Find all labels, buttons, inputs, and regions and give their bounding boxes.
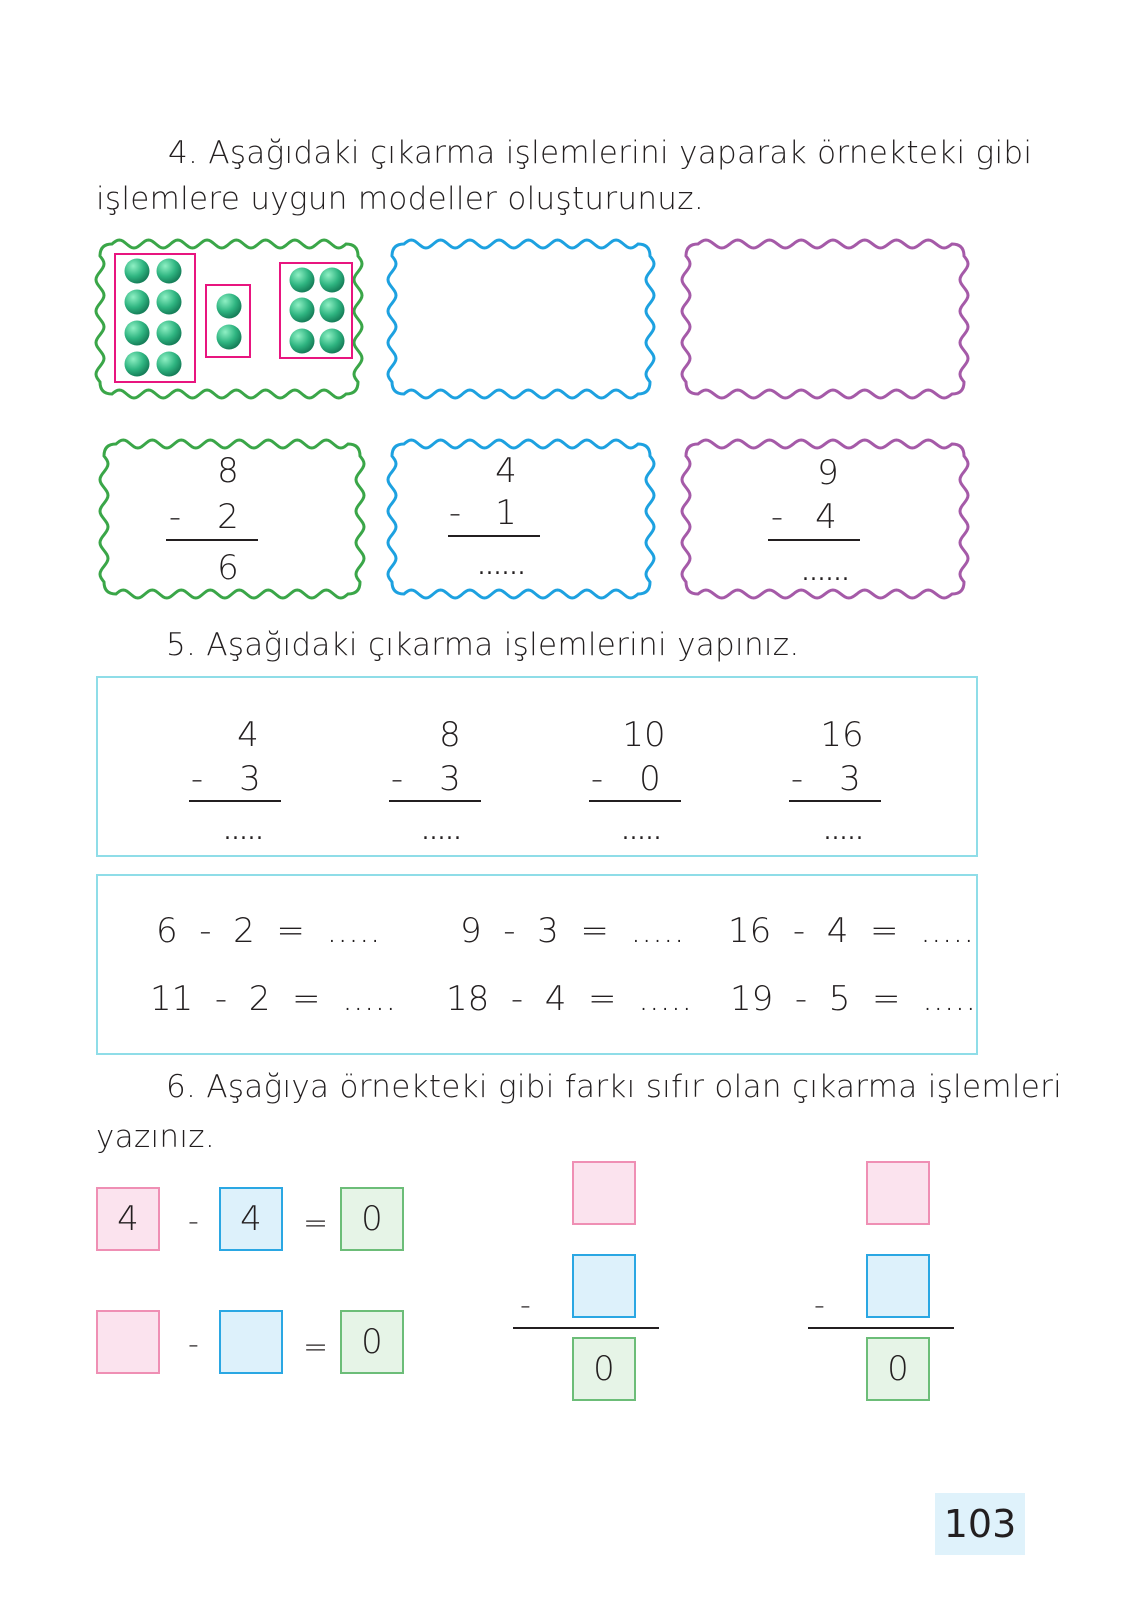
v2-minus: - [390, 759, 404, 799]
bead [320, 329, 345, 354]
op3-result[interactable]: ...... [802, 561, 850, 586]
h6-equation: 19 - 5 = ..... [730, 979, 977, 1019]
row2-minuend-box[interactable] [96, 1310, 160, 1374]
op3-line [768, 539, 860, 541]
op2-line [448, 535, 540, 537]
bead [125, 259, 150, 284]
vert1-minus: - [520, 1288, 531, 1323]
h3-equation: 16 - 4 = ..... [728, 911, 975, 951]
v3-bottom: 0 [639, 759, 661, 799]
bead [157, 259, 182, 284]
vert1-minuend-box[interactable] [572, 1161, 636, 1225]
h2-equation: 9 - 3 = ..... [460, 911, 685, 951]
v2-result[interactable]: ..... [422, 820, 462, 845]
model-frame-3[interactable] [678, 236, 972, 402]
op3-minus: - [770, 497, 784, 537]
row2-subtrahend-box[interactable] [219, 1310, 283, 1374]
v1-bottom: 3 [239, 759, 261, 799]
v3-line [589, 800, 681, 802]
h1-equation: 6 - 2 = ..... [156, 911, 381, 951]
bead [217, 294, 242, 319]
v4-result[interactable]: ..... [824, 820, 864, 845]
op1-minus: - [168, 497, 182, 537]
h5-equation: 18 - 4 = ..... [446, 979, 693, 1019]
bead [217, 325, 242, 350]
row2-minus: - [188, 1327, 199, 1362]
example-equals: = [303, 1206, 329, 1241]
bead [290, 268, 315, 293]
vert1-result-box: 0 [572, 1337, 636, 1401]
bead [290, 329, 315, 354]
v4-top: 16 [820, 715, 864, 755]
op3-top: 9 [817, 453, 839, 493]
bead [157, 290, 182, 315]
bead [157, 321, 182, 346]
bead [320, 298, 345, 323]
bead [125, 321, 150, 346]
q4-line1: 4. Aşağıdaki çıkarma işlemlerini yaparak örnekteki gibi [168, 135, 1033, 171]
v4-minus: - [790, 759, 804, 799]
h4-equation: 11 - 2 = ..... [150, 979, 397, 1019]
v1-result[interactable]: ..... [224, 820, 264, 845]
vert2-line [808, 1327, 954, 1329]
op1-bottom: 2 [217, 497, 239, 537]
v2-line [389, 800, 481, 802]
v1-minus: - [190, 759, 204, 799]
v1-line [189, 800, 281, 802]
v1-top: 4 [237, 715, 259, 755]
op1-line [166, 539, 258, 541]
row2-result-box: 0 [340, 1310, 404, 1374]
bead [125, 290, 150, 315]
example-minuend-box: 4 [96, 1187, 160, 1251]
v4-line [789, 800, 881, 802]
bead [125, 352, 150, 377]
op2-minus: - [448, 493, 462, 533]
example-result-box: 0 [340, 1187, 404, 1251]
horizontal-subtraction-panel [96, 874, 978, 1055]
op3-bottom: 4 [815, 497, 837, 537]
op2-bottom: 1 [495, 493, 517, 533]
model-frame-example [92, 236, 366, 402]
vert2-result-box: 0 [866, 1337, 930, 1401]
op2-result[interactable]: ...... [478, 555, 526, 580]
vert2-minuend-box[interactable] [866, 1161, 930, 1225]
v3-top: 10 [622, 715, 666, 755]
v4-bottom: 3 [839, 759, 861, 799]
v3-minus: - [590, 759, 604, 799]
page-number: 103 [935, 1493, 1025, 1555]
example-subtrahend-box: 4 [219, 1187, 283, 1251]
vert1-line [513, 1327, 659, 1329]
row2-equals: = [303, 1330, 329, 1365]
q5-title: 5. Aşağıdaki çıkarma işlemlerini yapınız. [166, 627, 800, 663]
bead [320, 268, 345, 293]
bead [290, 298, 315, 323]
model-frame-2[interactable] [384, 236, 658, 402]
op1-top: 8 [217, 451, 239, 491]
vert1-subtrahend-box[interactable] [572, 1254, 636, 1318]
vert2-minus: - [814, 1288, 825, 1323]
example-minus: - [188, 1204, 199, 1239]
q6-line1: 6. Aşağıya örnekteki gibi farkı sıfır olan çıkarma işlemleri [166, 1069, 1063, 1105]
vert2-subtrahend-box[interactable] [866, 1254, 930, 1318]
q6-line2: yazınız. [96, 1119, 216, 1155]
v2-top: 8 [439, 715, 461, 755]
v3-result[interactable]: ..... [622, 820, 662, 845]
v2-bottom: 3 [439, 759, 461, 799]
op1-result: 6 [217, 548, 239, 588]
q4-line2: işlemlere uygun modeller oluşturunuz. [96, 181, 704, 217]
op2-top: 4 [495, 451, 517, 491]
bead [157, 352, 182, 377]
